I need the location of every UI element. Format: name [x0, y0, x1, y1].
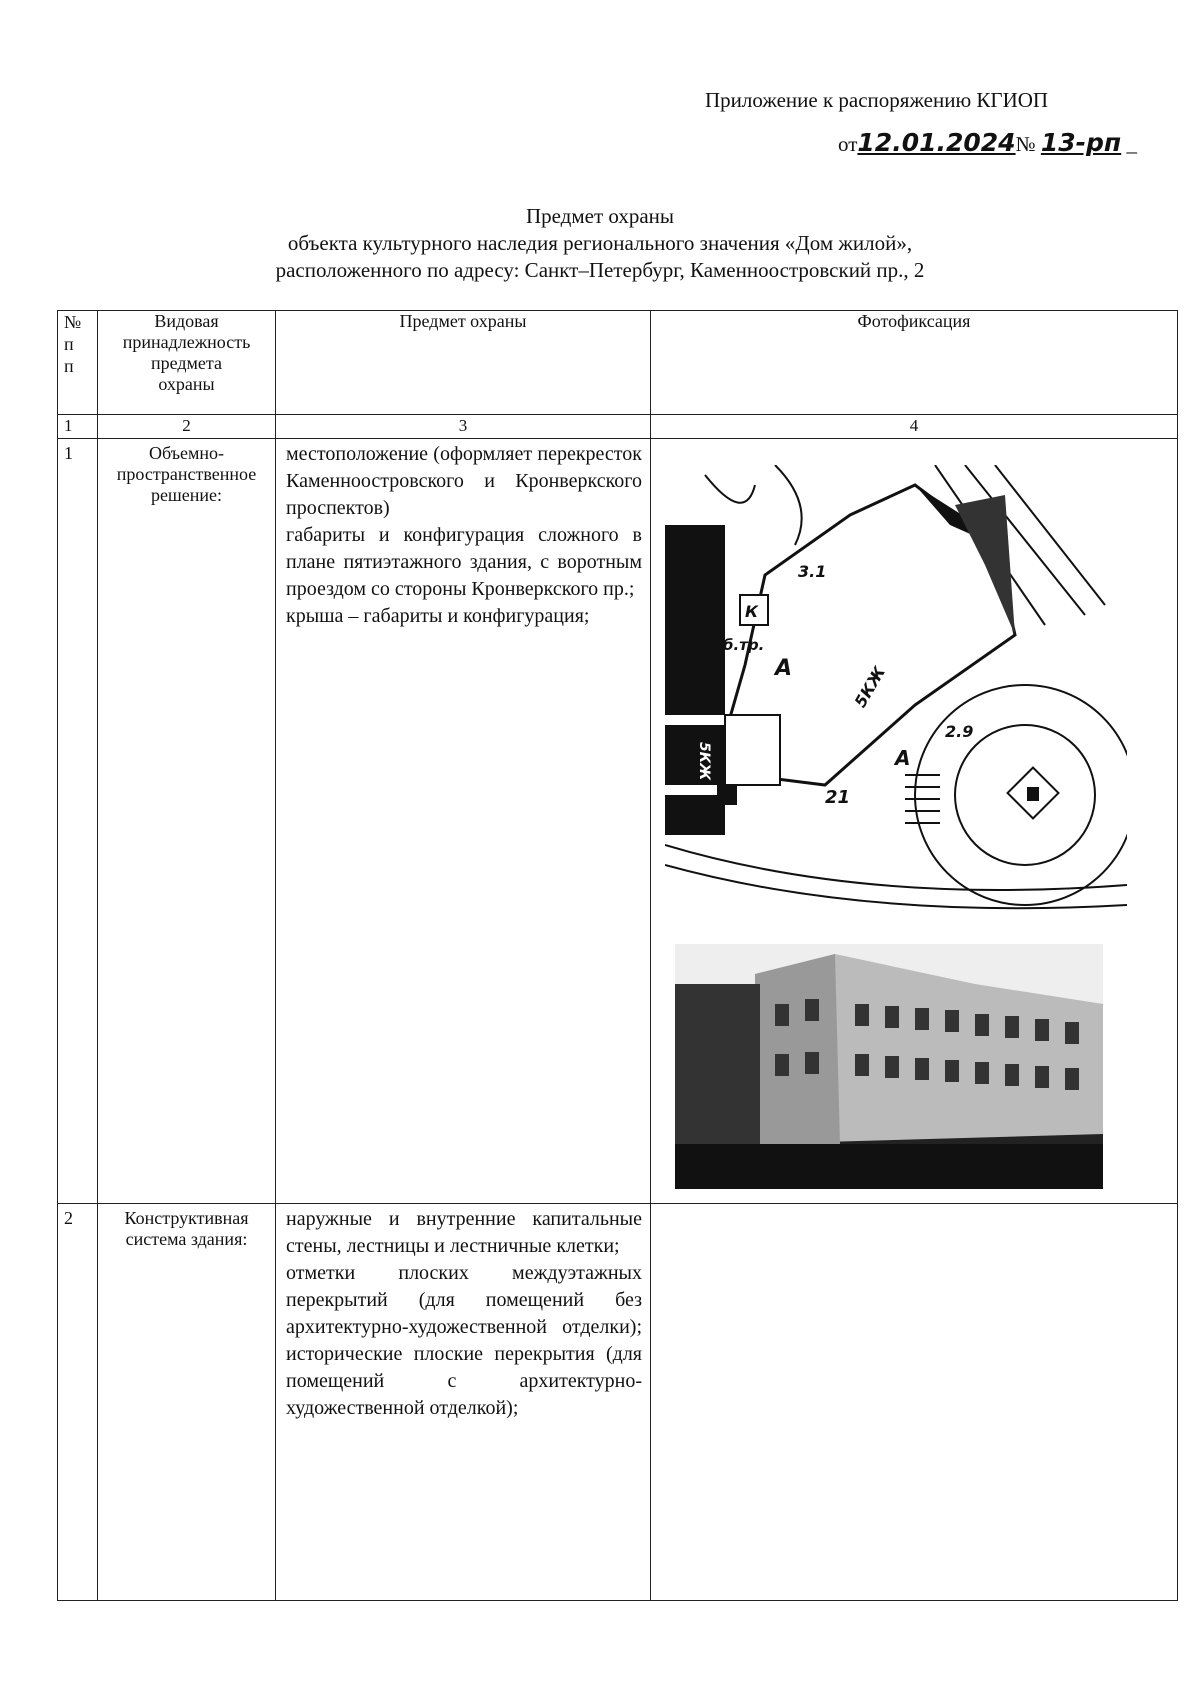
- document-subtitle: объекта культурного наследия регионального значения «Дом жилой»,: [287, 231, 913, 255]
- row-photo-empty: [651, 1204, 1178, 1601]
- row-kind: [98, 439, 276, 1204]
- map-label: 5КЖ: [850, 663, 890, 711]
- header-no-line: п: [64, 334, 74, 354]
- column-number: 1: [58, 415, 98, 439]
- header-no: [58, 311, 98, 415]
- map-label: б.тр.: [723, 636, 765, 654]
- header-no-line: п: [64, 356, 74, 376]
- subject-paragraph: местоположение (оформляет перекресток Каменноостровского и Кронверкского проспектов): [286, 443, 642, 519]
- order-number: 13-рп: [1040, 128, 1122, 157]
- building-photo-image: [675, 944, 1103, 1189]
- table-row: [58, 1204, 1178, 1601]
- map-label: 3.1: [798, 562, 827, 581]
- map-label: 21: [825, 787, 851, 808]
- map-label: 5КЖ: [696, 742, 712, 781]
- column-number: 4: [651, 415, 1178, 439]
- subject-paragraph: габариты и конфигурация сложного в плане пятиэтажного здания, с воротным проездом со стороны Кронверкского пр.;: [286, 524, 642, 600]
- order-reference: [838, 128, 1137, 157]
- site-plan-image: [665, 465, 1127, 927]
- document-address: расположенного по адресу: Санкт–Петербург, Каменноостровский пр., 2: [275, 258, 925, 282]
- protection-table: [57, 310, 1178, 1601]
- header-kind-line: Видовая: [154, 311, 219, 331]
- header-no-line: №: [64, 312, 82, 332]
- document-title: Предмет охраны: [525, 204, 675, 228]
- order-no-label: №: [1015, 132, 1036, 156]
- header-subject: Предмет охраны: [276, 311, 651, 415]
- order-date: 12.01.2024: [857, 128, 1016, 157]
- row-kind-line: Объемно-: [148, 443, 225, 463]
- column-number-row: [58, 415, 1178, 439]
- row-subject: [276, 439, 651, 1204]
- row-kind-line: решение:: [150, 485, 223, 505]
- column-number: 2: [98, 415, 276, 439]
- map-label: К: [745, 602, 759, 621]
- row-number: 2: [58, 1204, 98, 1601]
- map-label: А: [775, 656, 793, 681]
- subject-paragraph: отметки плоских междуэтажных перекрытий (для помещений без архитектурно-художественной отделки); исторические плоские перекрытия (для помещений с архитектурно-художественной отделкой);: [286, 1262, 642, 1419]
- header-kind-line: предмета: [151, 353, 222, 373]
- table-row: [58, 439, 1178, 1204]
- row-kind-line: пространственное: [116, 464, 257, 484]
- subject-paragraph: наружные и внутренние капитальные стены, лестницы и лестничные клетки;: [286, 1208, 642, 1257]
- appendix-label: Приложение к распоряжению КГИОП: [705, 88, 1049, 112]
- row-photo: [651, 439, 1178, 1204]
- row-kind-line: система здания:: [125, 1229, 248, 1249]
- header-photo: Фотофиксация: [651, 311, 1178, 415]
- map-label: 2.9: [945, 722, 974, 741]
- row-subject: [276, 1204, 651, 1601]
- row-kind-line: Конструктивная: [124, 1208, 249, 1228]
- order-suffix: _: [1126, 132, 1137, 156]
- map-label: А: [895, 746, 911, 770]
- table-header-row: [58, 311, 1178, 415]
- header-kind-line: принадлежность: [122, 332, 251, 352]
- header-kind-line: охраны: [158, 374, 215, 394]
- subject-paragraph: крыша – габариты и конфигурация;: [286, 605, 590, 627]
- order-prefix: от: [838, 132, 858, 156]
- column-number: 3: [276, 415, 651, 439]
- row-kind: [98, 1204, 276, 1601]
- header-kind: [98, 311, 276, 415]
- row-number: 1: [58, 439, 98, 1204]
